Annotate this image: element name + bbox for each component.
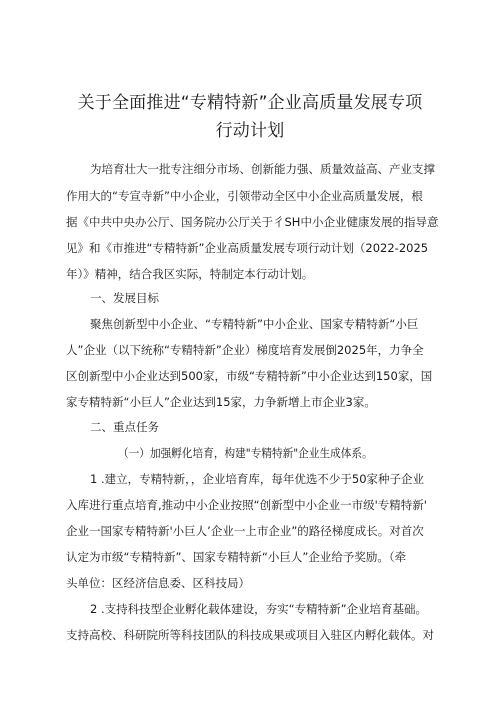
section-heading-tasks: 二、重点任务 (90, 420, 159, 434)
body-line: 见》和《市推进“专精特新”企业高质量发展专项行动计划（2022-2025 (66, 241, 429, 255)
body-line: 为培育壮大一批专注细分市场、创新能力强、质量效益高、产业支撑 (90, 162, 435, 176)
body-line: 企业一国家专精特新'小巨人’企业一上市企业”的路径梯度成长。对首次 (66, 524, 424, 538)
body-line: 1 .建立，专精特新，，企业培育库，每年优选不少于50家种子企业 (90, 472, 425, 486)
body-line: 家专精特新“小巨人”企业达到15家，力争新增上市企业3家。 (66, 395, 376, 409)
body-line: 入库进行重点培育,推动中小企业按照“创新型中小企业一市级'专精特新' (66, 498, 427, 512)
body-line: 认定为市级“专精特新”、国家专精特新“小巨人”企业给予奖励。（牵 (66, 550, 407, 564)
body-line: 支持高校、科研院所等科技团队的科技成果或项目入驻区内孵化载体。对 (66, 628, 434, 642)
document-title-line-2: 行动计划 (215, 121, 285, 141)
body-line: 2 .支持科技型企业孵化载体建设，夯实“专精特新”企业培育基础。 (90, 602, 428, 616)
body-line: 聚焦创新型中小企业、“专精特新”中小企业、国家专精特新“小巨 (90, 317, 419, 331)
body-line: 作用大的“专宣寺新”中小企业，引领带动全区中小企业高质量发展，根 (66, 189, 423, 203)
subsection-heading: （一）加强孵化培育，构建"专精特新"企业生成体系。 (118, 446, 373, 460)
body-line: 区创新型中小企业达到500家，市级“专精特新”中小企业达到150家，国 (66, 369, 433, 383)
body-line: 头单位：区经济信息委、区科技局） (66, 576, 250, 590)
body-line: 据《中共中央办公厅、国务院办公厅关于彳SH中小企业健康发展的指导意 (66, 215, 439, 229)
body-line: 人”企业（以下统称“专精特新”企业）梯度培育发展倒2025年，力争全 (66, 343, 424, 357)
section-heading-goals: 一、发展目标 (90, 291, 159, 305)
document-title-line-1: 关于全面推进“专精特新”企业高质量发展专项 (77, 93, 423, 113)
body-line: 年）》精神，结合我区实际，特制定本行动计划。 (66, 267, 314, 281)
